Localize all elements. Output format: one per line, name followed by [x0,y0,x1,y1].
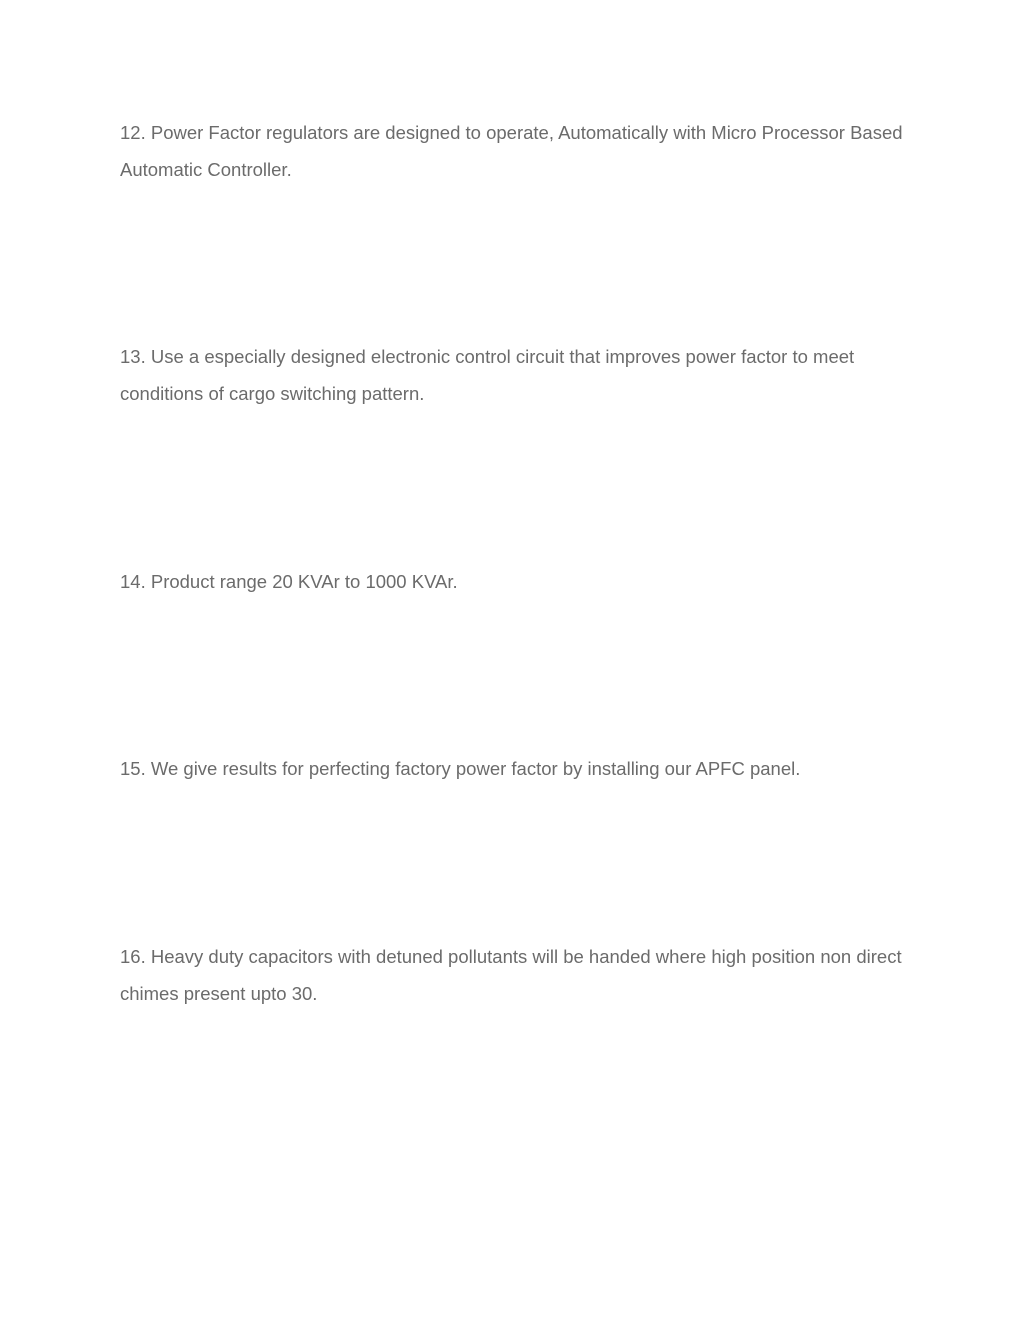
paragraph-item-12: 12. Power Factor regulators are designed to operate, Automatically with Micro Processor Based Automatic Controller. [120,122,903,180]
paragraph-item-15: 15. We give results for perfecting factory power factor by installing our APFC panel. [120,758,801,779]
paragraph-item-14: 14. Product range 20 KVAr to 1000 KVAr. [120,571,458,592]
paragraph-item-16: 16. Heavy duty capacitors with detuned pollutants will be handed where high position non direct chimes present upto 30. [120,946,902,1004]
paragraph-item-13: 13. Use a especially designed electronic control circuit that improves power factor to meet conditions of cargo switching pattern. [120,346,855,404]
